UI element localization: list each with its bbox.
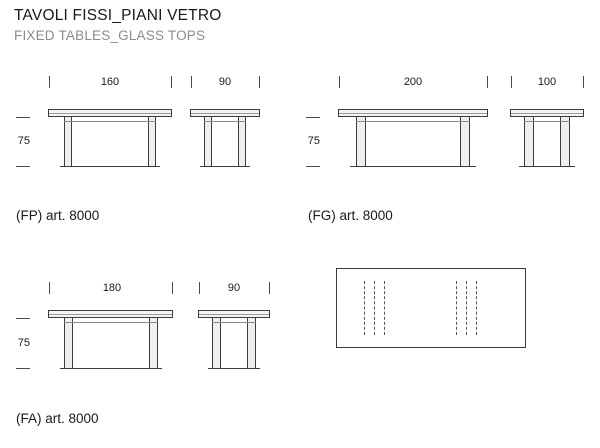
table-leg-side-right (238, 117, 246, 166)
table-leg-side-left (204, 117, 212, 166)
table-apron-side (524, 121, 570, 122)
table-apron (64, 322, 158, 323)
plan-leg-dashed (466, 281, 467, 335)
height-tick-top (16, 318, 30, 319)
dim-tick (259, 76, 260, 88)
dim-tick (199, 282, 200, 294)
floor-line-side (208, 368, 260, 369)
dim-tick (511, 76, 512, 88)
dim-tick (583, 76, 584, 88)
table-top-side-edge (511, 113, 583, 114)
plan-leg-dashed (476, 281, 477, 335)
table-leg-side-right (560, 117, 570, 166)
dim-height-75: 75 (17, 337, 30, 349)
floor-line (60, 166, 160, 167)
floor-line-side (519, 166, 575, 167)
table-leg-right (149, 318, 158, 368)
floor-line (60, 368, 162, 369)
page-title: TAVOLI FISSI_PIANI VETRO (14, 7, 222, 24)
height-tick-bottom (16, 166, 30, 167)
dim-tick (339, 76, 340, 88)
dim-width-180: 180 (102, 282, 122, 294)
table-top-edge (49, 113, 171, 114)
plan-leg-dashed (364, 281, 365, 335)
height-tick-top (306, 117, 320, 118)
plan-leg-dashed (456, 281, 457, 335)
plan-leg-dashed (374, 281, 375, 335)
page-subtitle: FIXED TABLES_GLASS TOPS (14, 28, 206, 43)
table-apron (64, 121, 156, 122)
table-top-edge (339, 113, 487, 114)
dim-height-75: 75 (17, 135, 30, 147)
table-top-side-edge (191, 113, 259, 114)
height-tick-top (16, 117, 30, 118)
dim-width-90: 90 (218, 76, 232, 88)
floor-line (350, 166, 476, 167)
floor-line-side (200, 166, 250, 167)
table-leg-side-right (247, 318, 256, 368)
dim-tick (172, 282, 173, 294)
dim-tick (191, 76, 192, 88)
dim-width-100: 100 (537, 76, 557, 88)
table-leg-left (64, 117, 72, 166)
dim-tick (171, 76, 172, 88)
table-leg-right (148, 117, 156, 166)
group-label-fa: (FA) art. 8000 (16, 411, 99, 426)
table-apron-side (212, 322, 256, 323)
dim-tick (487, 76, 488, 88)
table-leg-left (64, 318, 73, 368)
dim-width-200: 200 (403, 76, 423, 88)
table-apron (356, 121, 470, 122)
table-top-edge (49, 314, 172, 315)
table-leg-side-left (524, 117, 534, 166)
dim-tick (49, 282, 50, 294)
table-leg-side-left (212, 318, 221, 368)
dim-tick (269, 282, 270, 294)
dim-height-75: 75 (307, 135, 320, 147)
table-top-side-edge (199, 314, 269, 315)
table-apron-side (204, 121, 246, 122)
height-tick-bottom (306, 166, 320, 167)
group-label-fg: (FG) art. 8000 (308, 208, 393, 223)
plan-leg-dashed (384, 281, 385, 335)
table-leg-left (356, 117, 366, 166)
dim-tick (49, 76, 50, 88)
group-label-fp: (FP) art. 8000 (16, 208, 100, 223)
height-tick-bottom (16, 368, 30, 369)
table-leg-right (460, 117, 470, 166)
dim-width-90: 90 (227, 282, 241, 294)
dim-width-160: 160 (100, 76, 120, 88)
